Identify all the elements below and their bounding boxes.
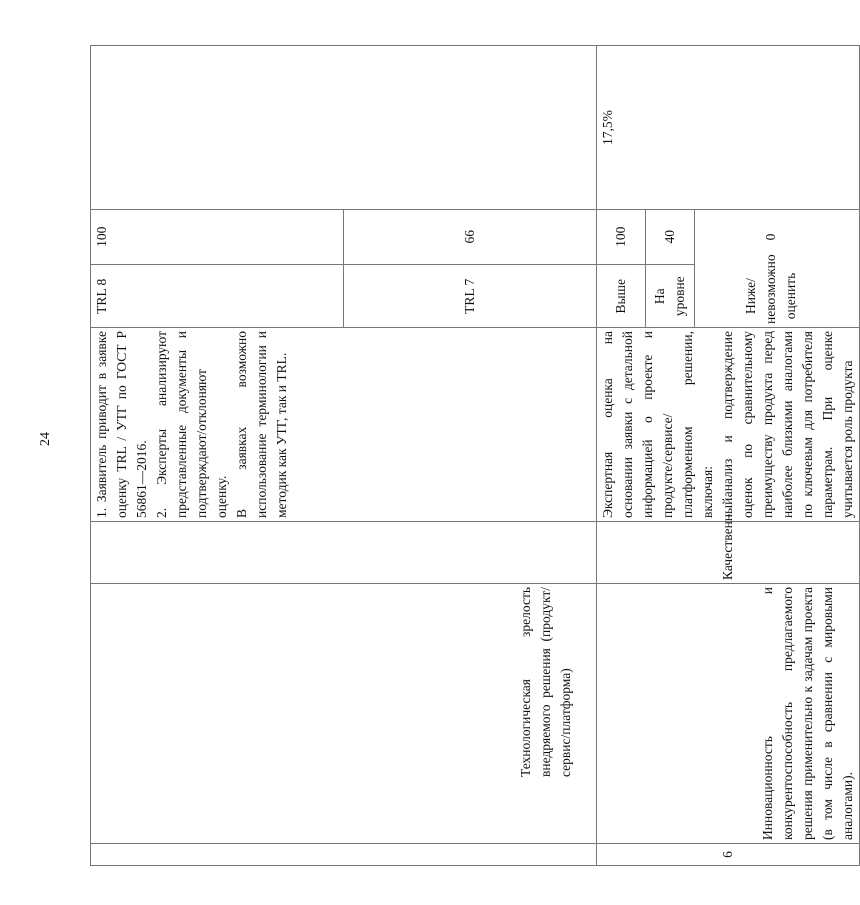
weight-cell [91,46,597,210]
criterion-cell [91,584,597,844]
criterion-text: Технологическая зрелость внедряемого решения (продукт/сервис/платформа) [518,587,573,777]
method-cell: Экспертная оценка на основании заявки с детальной информацией о проекте и продукте/сервисе/платформенном решении, включая: - анализ и подтверждение оценок по сравнительному преимуществу продукта перед наиболее близкими аналогами по ключевым для потребителя параметрам. При оценке учитывается роль продукта [597,328,860,522]
method-cell: 1. Заявитель приводит в заявке оценку TRL / УТГ по ГОСТ Р 56861—2016. 2. Эксперты анализируют представленные документы и подтверждают/отклоняют оценку. В заявках возможно использование терминологии и методик как УТГ, так и TRL. [91,328,597,522]
level-score: 100 [91,209,344,265]
row-number: 6 [597,844,860,866]
level-label: Выше [597,265,646,327]
rotated-content [90,46,855,866]
level-label: Ниже/ невозможно оценить [695,265,848,327]
criterion-text: Инновационность и конкурентоспособность предлагаемого решения применительно к задачам проекта (в том числе в сравнении с мировыми аналогами). [760,587,855,840]
level-score: 66 [344,209,597,265]
level-score: 40 [646,209,695,265]
type-cell [91,522,597,584]
table-row [597,46,860,866]
level-label: TRL 7 [344,265,597,327]
row-number [91,844,597,866]
criteria-table [90,45,860,866]
levels-cell [91,210,597,328]
levels-cell [597,210,860,328]
level-score: 0 [695,209,848,265]
level-score: 100 [597,209,646,265]
type-cell: Качественный [597,522,860,584]
weight-cell: 17,5% [597,46,860,210]
page-number: 24 [38,432,53,446]
level-label: На уровне [646,265,695,327]
table-row [91,46,597,866]
criterion-cell [597,584,860,844]
level-label: TRL 8 [91,265,344,327]
